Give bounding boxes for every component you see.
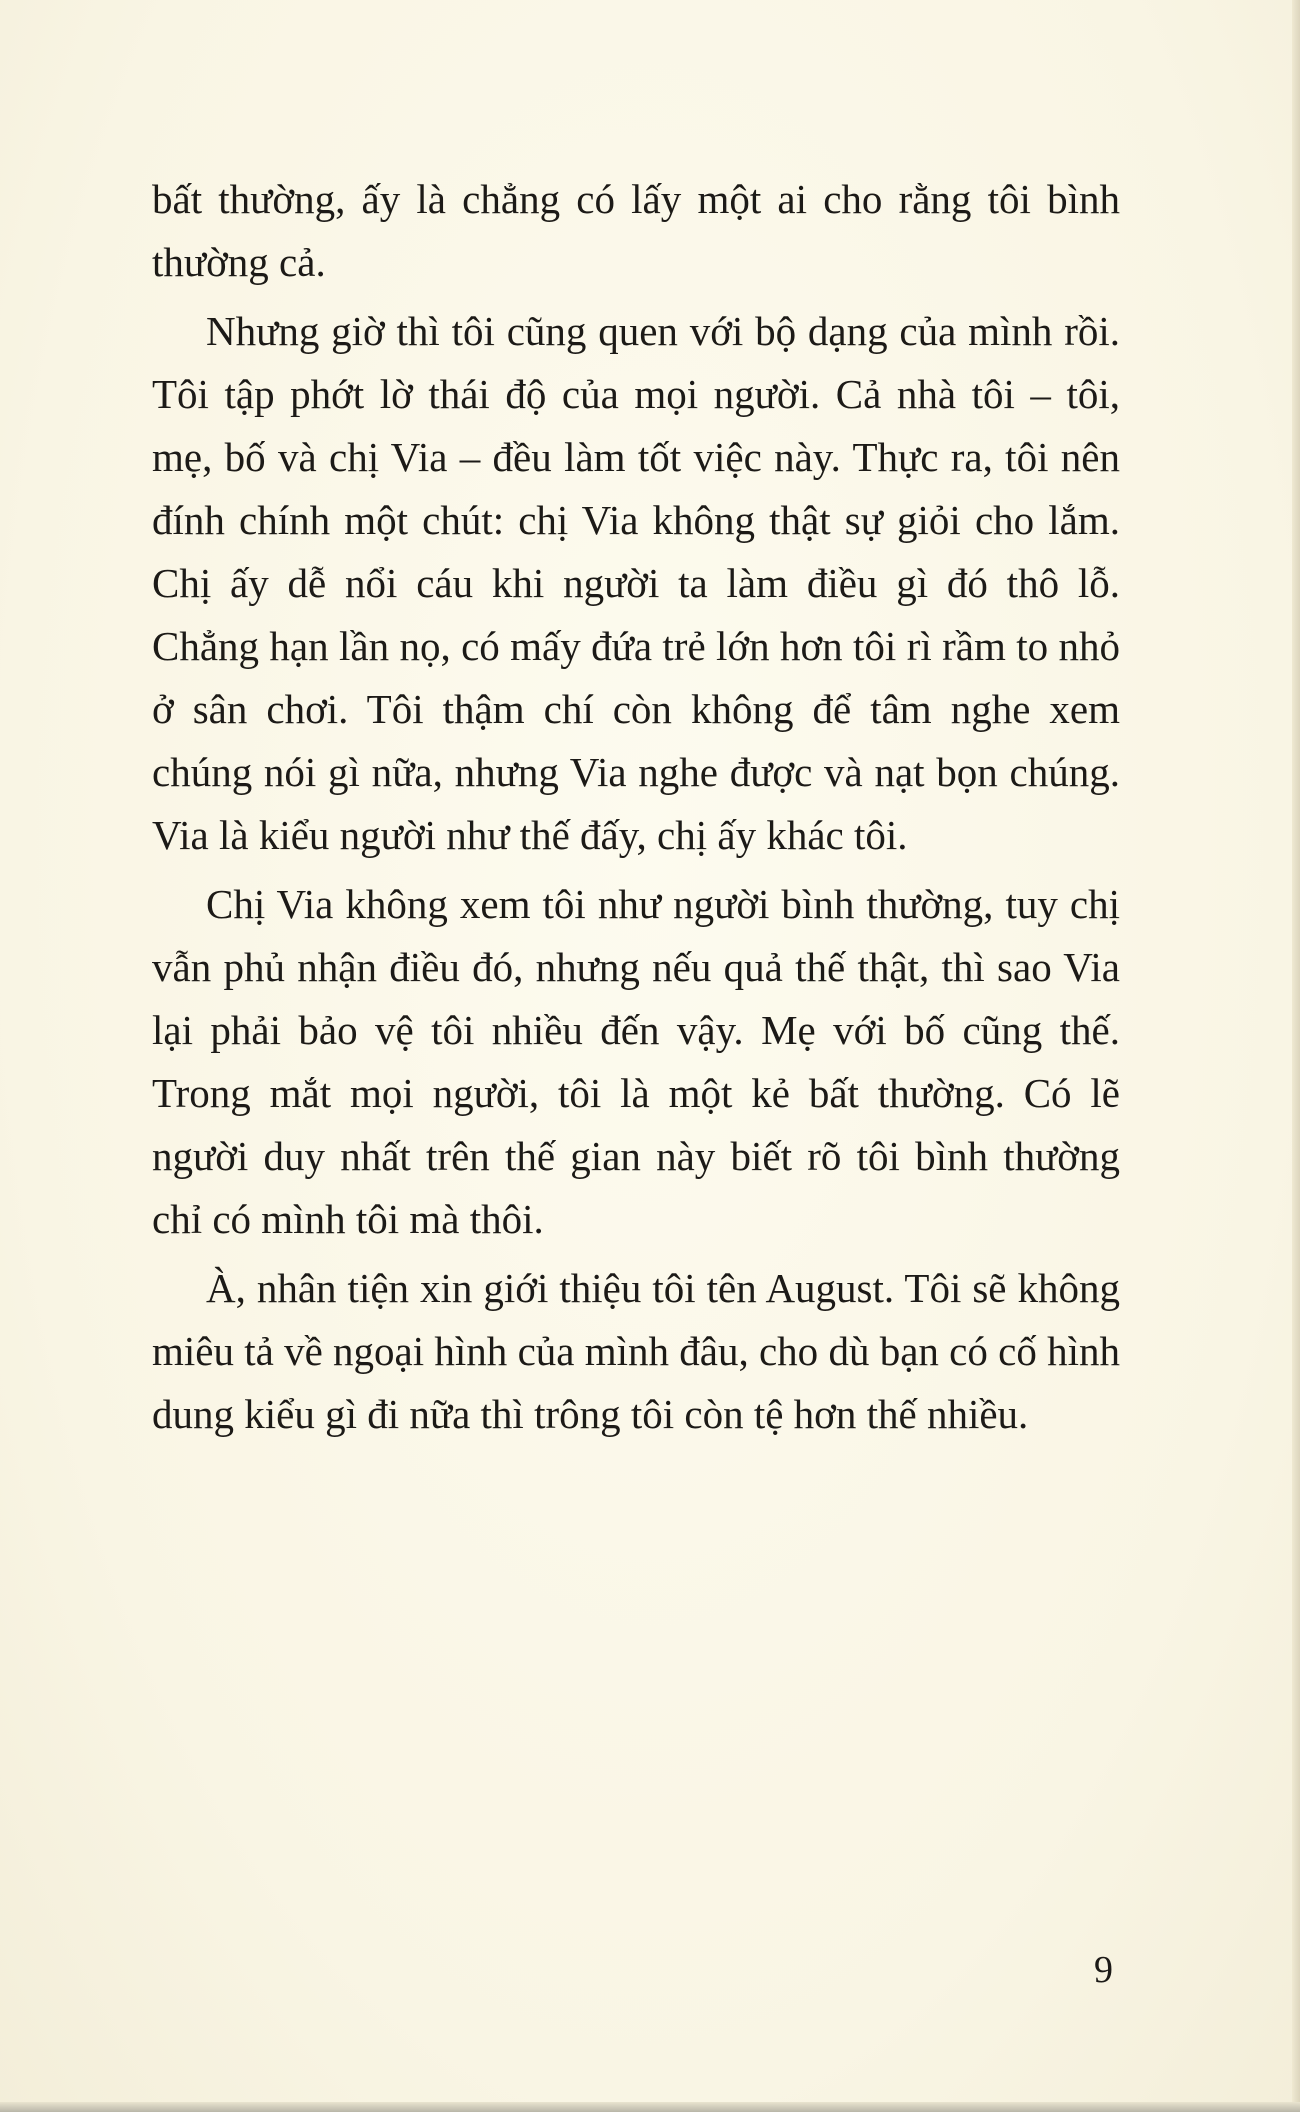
body-text [152,168,1120,1452]
paragraph-continued: bất thường, ấy là chẳng có lấy một ai cho rằng tôi bình thường cả. [152,176,1120,285]
page-bottom-shadow [0,2102,1300,2112]
paragraph: Chị Via không xem tôi như người bình thường, tuy chị vẫn phủ nhận điều đó, nhưng nếu quả thế thật, thì sao Via lại phải bảo vệ tôi nhiều đến vậy. Mẹ với bố cũng thế. Trong mắt mọi người, tôi là một kẻ bất thường. Có lẽ người duy nhất trên thế gian này biết rõ tôi bình thường chỉ có mình tôi mà thôi. [152,881,1120,1242]
page-number: 9 [1094,1949,1113,1991]
paragraph: Nhưng giờ thì tôi cũng quen với bộ dạng của mình rồi. Tôi tập phớt lờ thái độ của mọi người. Cả nhà tôi – tôi, mẹ, bố và chị Via – đều làm tốt việc này. Thực ra, tôi nên đính chính một chút: chị Via không thật sự giỏi cho lắm. Chị ấy dễ nổi cáu khi người ta làm điều gì đó thô lỗ. Chẳng hạn lần nọ, có mấy đứa trẻ lớn hơn tôi rì rầm to nhỏ ở sân chơi. Tôi thậm chí còn không để tâm nghe xem chúng nói gì nữa, nhưng Via nghe được và nạt bọn chúng. Via là kiểu người như thế đấy, chị ấy khác tôi. [152,308,1120,858]
paragraph: À, nhân tiện xin giới thiệu tôi tên August. Tôi sẽ không miêu tả về ngoại hình của mình đâu, cho dù bạn có cố hình dung kiểu gì đi nữa thì trông tôi còn tệ hơn thế nhiều. [152,1265,1120,1437]
page-edge-shadow [1292,0,1300,2112]
